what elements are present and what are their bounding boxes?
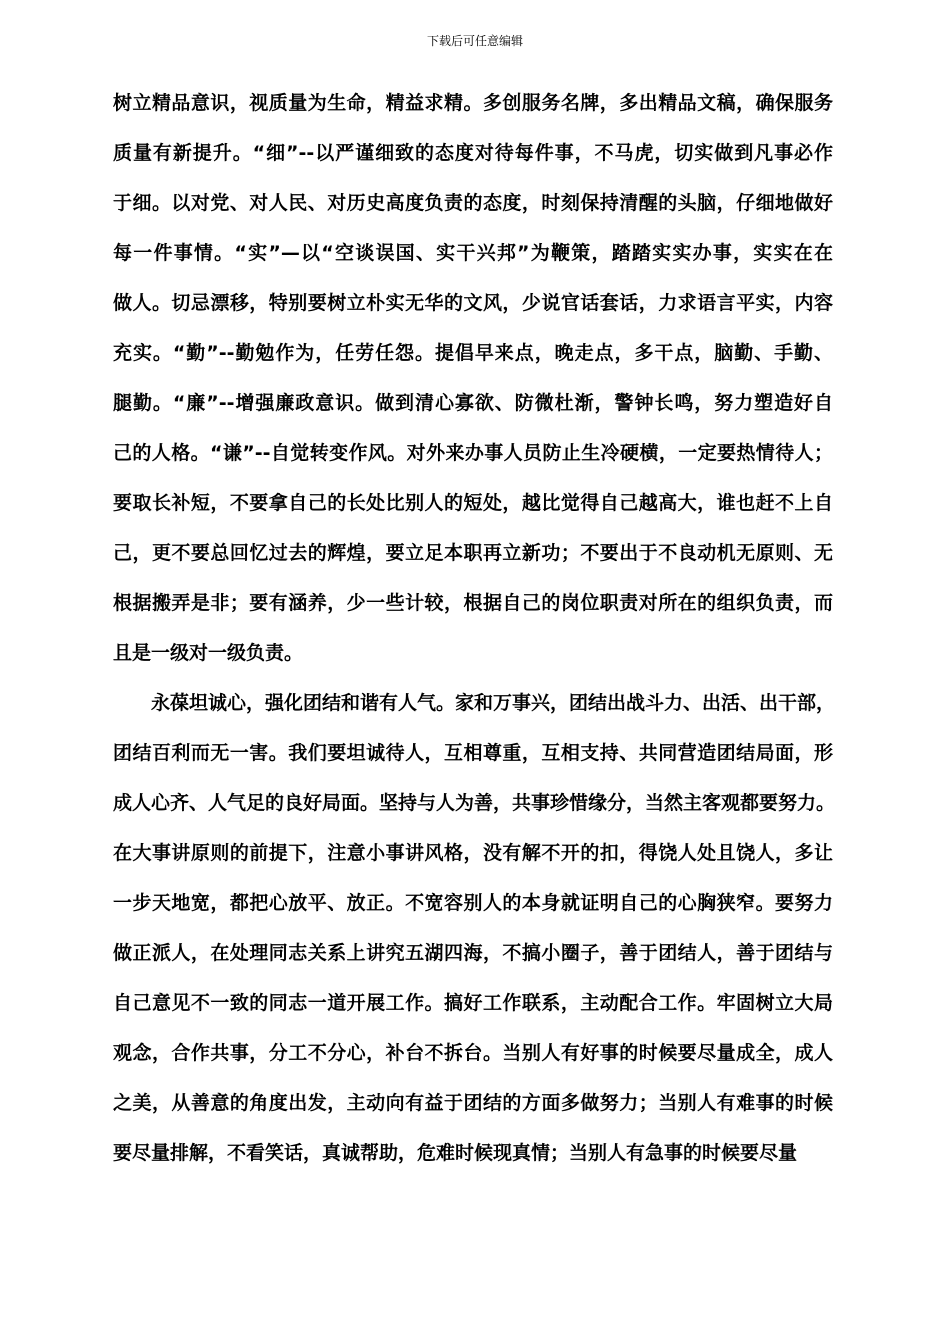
text-line: 做人。切忌漂移，特别要树立朴实无华的文风，少说官话套话，力求语言平实，内容 [113,292,833,314]
text-line: 树立精品意识，视质量为生命，精益求精。多创服务名牌，多出精品文稿，确保服务 [113,92,833,114]
text-line: 腿勤。“廉”--增强廉政意识。做到清心寡欲、防微杜渐，警钟长鸣，努力塑造好自 [113,392,833,414]
text-line: 一步天地宽，都把心放平、放正。不宽容别人的本身就证明自己的心胸狭窄。要努力 [113,892,833,914]
text-line: 且是一级对一级负责。 [113,642,304,664]
text-line: 质量有新提升。“细”--以严谨细致的态度对待每件事，不马虎，切实做到凡事必作 [113,142,833,164]
text-line: 成人心齐、人气足的良好局面。坚持与人为善，共事珍惜缘分，当然主客观都要努力。 [113,792,836,814]
paragraph-2 [113,678,836,1178]
paragraph-1 [113,78,833,678]
text-line: 要取长补短，不要拿自己的长处比别人的短处，越比觉得自己越高大，谁也赶不上自 [113,492,833,514]
text-line: 要尽量排解，不看笑话，真诚帮助，危难时候现真情；当别人有急事的时候要尽量 [113,1142,798,1164]
text-line: 根据搬弄是非；要有涵养，少一些计较，根据自己的岗位职责对所在的组织负责，而 [113,592,833,614]
document-body [113,78,836,1178]
text-line: 自己意见不一致的同志一道开展工作。搞好工作联系，主动配合工作。牢固树立大局 [113,992,833,1014]
text-line: 团结百利而无一害。我们要坦诚待人，互相尊重，互相支持、共同营造团结局面，形 [113,742,833,764]
text-line: 于细。以对党、对人民、对历史高度负责的态度，时刻保持清醒的头脑，仔细地做好 [113,192,833,214]
text-line: 之美，从善意的角度出发，主动向有益于团结的方面多做努力；当别人有难事的时候 [113,1092,833,1114]
text-line: 做正派人，在处理同志关系上讲究五湖四海，不搞小圈子，善于团结人，善于团结与 [113,942,833,964]
text-line: 在大事讲原则的前提下，注意小事讲风格，没有解不开的扣，得饶人处且饶人，多让 [113,842,833,864]
page-header: 下载后可任意编辑 [426,34,523,48]
text-line: 己的人格。“谦”--自觉转变作风。对外来办事人员防止生冷硬横，一定要热情待人； [113,442,833,464]
text-line: 充实。“勤”--勤勉作为，任劳任怨。提倡早来点，晚走点，多干点，脑勤、手勤、 [113,342,833,364]
text-line: 永葆坦诚心，强化团结和谐有人气。家和万事兴，团结出战斗力、出活、出干部， [151,692,836,714]
text-line: 每一件事情。“实”—以“空谈误国、实干兴邦”为鞭策，踏踏实实办事，实实在在 [113,242,833,264]
text-line: 观念，合作共事，分工不分心，补台不拆台。当别人有好事的时候要尽量成全，成人 [113,1042,833,1064]
text-line: 己，更不要总回忆过去的辉煌，要立足本职再立新功；不要出于不良动机无原则、无 [113,542,833,564]
